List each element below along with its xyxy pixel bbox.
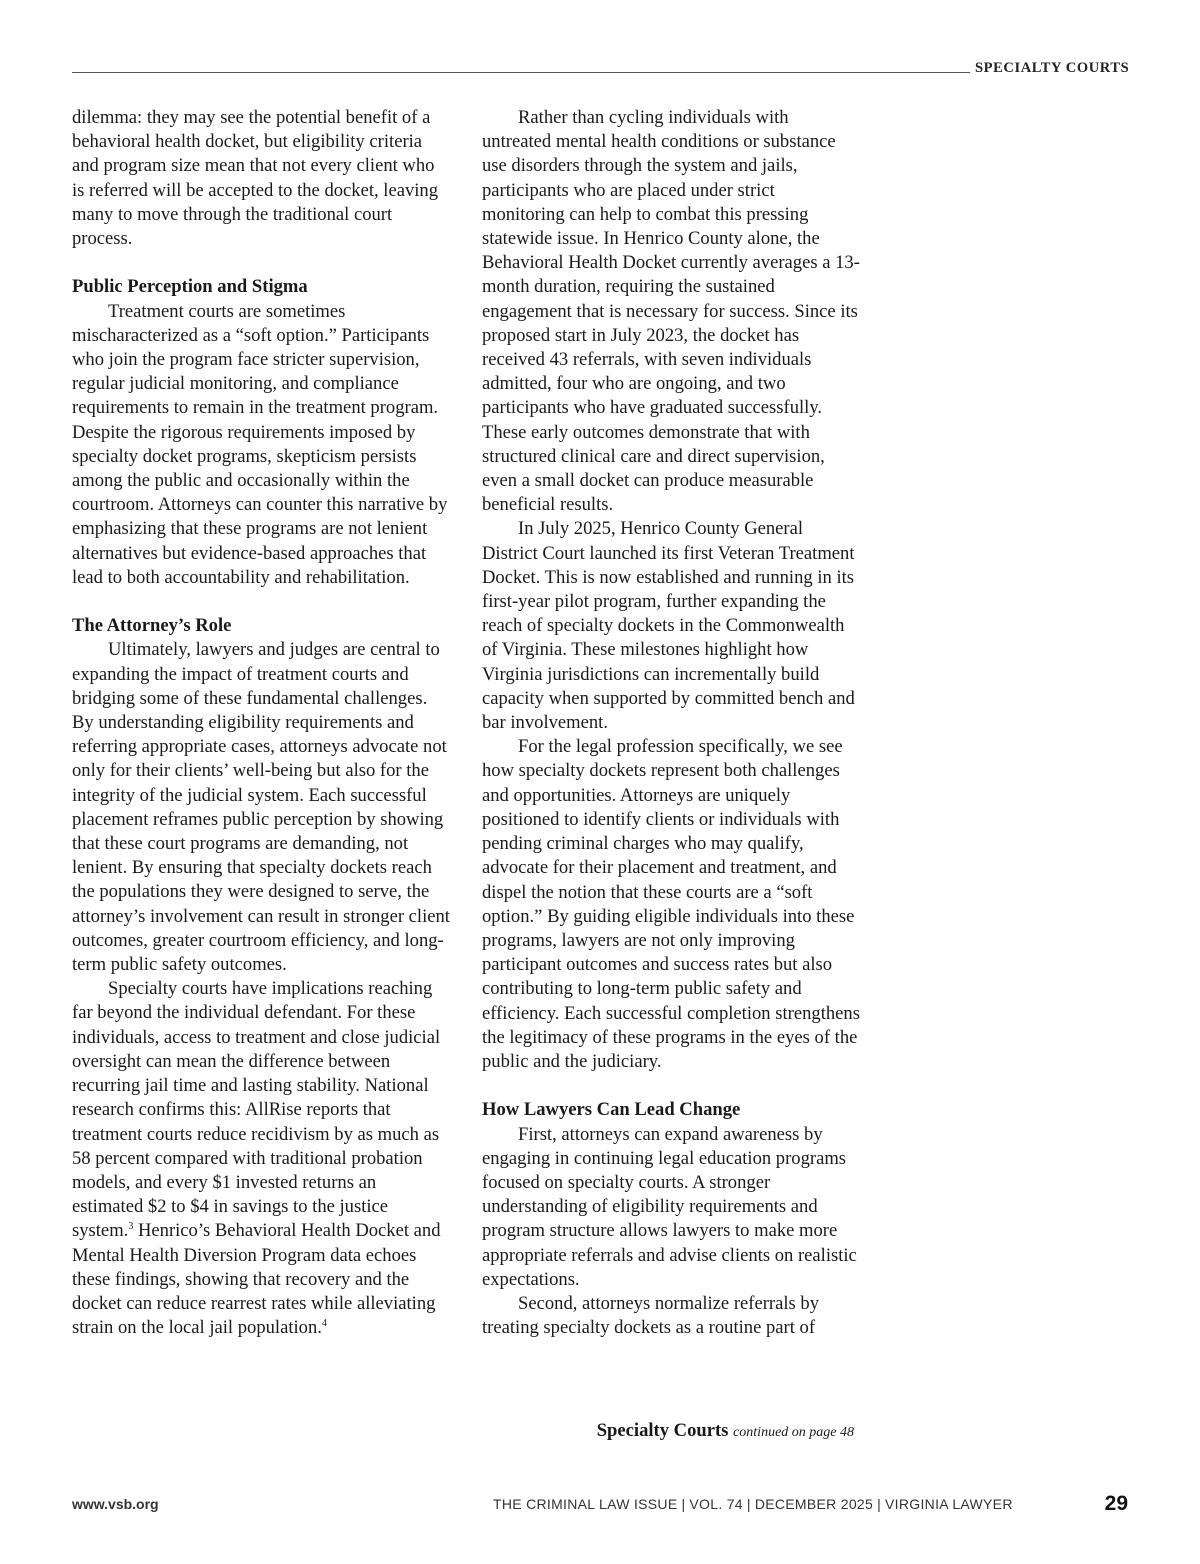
continued-title: Specialty Courts xyxy=(596,1420,729,1441)
paragraph: Rather than cycling individuals with untreated mental health conditions or substance use disorders through the system and jails, participants who are placed under strict monitoring can help to combat this pressing statewide issue. In Henrico County alone, the Behavioral Health Docket currently averages a 13-month duration, requiring the sustained engagement that is necessary for success. Since its proposed start in July 2023, the docket has received 43 referrals, with seven individuals admitted, four who are ongoing, and two participants who have graduated successfully. These early outcomes demonstrate that with structured clinical care and direct supervision, even a small docket can produce measurable beneficial results. xyxy=(482,107,860,516)
paragraph: First, attorneys can expand awareness by engaging in continuing legal education programs focused on specialty courts. A stronger understanding of eligibility requirements and program structure allows lawyers to make more appropriate referrals and advise clients on realistic expectations. xyxy=(482,1123,857,1290)
volume: VOL. 74 xyxy=(689,1496,743,1512)
issue-info xyxy=(493,1496,1013,1512)
paragraph xyxy=(72,977,450,1340)
separator: | xyxy=(746,1496,751,1512)
issue-date: DECEMBER 2025 xyxy=(754,1496,874,1512)
paragraph: Treatment courts are sometimes mischaracterized as a “soft option.” Participants who join the program face stricter supervision, regular judicial monitoring, and compliance requirements to remain in the treatment program. Despite the rigorous requirements imposed by specialty docket programs, skepticism persists among the public and occasionally within the courtroom. Attorneys can counter this narrative by emphasizing that these programs are not lenient alternatives but evidence-based approaches that lead to both accountability and rehabilitation. xyxy=(72,300,448,588)
separator: | xyxy=(681,1496,686,1512)
subheading-public-perception: Public Perception and Stigma xyxy=(72,276,308,298)
footnote-ref-3[interactable]: 3 xyxy=(128,1221,134,1233)
subheading-lawyers-lead-change: How Lawyers Can Lead Change xyxy=(482,1099,741,1121)
separator: | xyxy=(877,1496,882,1512)
paragraph-text: Specialty courts have implications reaching far beyond the individual defendant. For these individuals, access to treatment and close judicial oversight can mean the difference between recurring jail time and lasting stability. National research confirms this: AllRise reports that treatment courts reduce recidivism by as much as 58 percent compared with traditional probation models, and every $1 invested returns an estimated $2 to $4 in savings to the justice system. xyxy=(72,978,441,1242)
paragraph: dilemma: they may see the potential benefit of a behavioral health docket, but eligibility criteria and program size mean that not every client who is referred will be accepted to the docket, leaving many to move through the traditional court process. xyxy=(72,107,439,250)
continued-page-note: continued on page 48 xyxy=(733,1425,854,1440)
left-column xyxy=(72,106,450,1340)
right-column xyxy=(482,106,860,1340)
magazine-name: VIRGINIA LAWYER xyxy=(885,1496,1013,1512)
continued-notice[interactable] xyxy=(482,1420,854,1442)
paragraph: In July 2025, Henrico County General District Court launched its first Veteran Treatment Docket. This is now established and running in its first-year pilot program, further expanding the reach of specialty dockets in the Commonwealth of Virginia. These milestones highlight how Virginia jurisdictions can incrementally build capacity when supported by committed bench and bar involvement. xyxy=(482,518,855,734)
paragraph: Second, attorneys normalize referrals by treating specialty dockets as a routine part of xyxy=(482,1292,819,1339)
paragraph: Ultimately, lawyers and judges are central to expanding the impact of treatment courts and bridging some of these fundamental challenges. By understanding eligibility requirements and referring appropriate cases, attorneys advocate not only for their clients’ well-being but also for the integrity of the judicial system. Each successful placement reframes public perception by showing that these court programs are demanding, not lenient. By ensuring that specialty dockets reach the populations they were designed to serve, the attorney’s involvement can result in stronger client outcomes, greater courtroom efficiency, and long-term public safety outcomes. xyxy=(72,639,450,976)
website-link[interactable]: www.vsb.org xyxy=(72,1496,159,1512)
section-label: SPECIALTY COURTS xyxy=(975,60,1130,76)
header-rule xyxy=(72,72,970,73)
subheading-attorney-role: The Attorney’s Role xyxy=(72,615,232,637)
paragraph: For the legal profession specifically, we see how specialty dockets represent both challenges and opportunities. Attorneys are uniquely positioned to identify clients or individuals with pending criminal charges who may qualify, advocate for their placement and treatment, and dispel the notion that these courts are a “soft option.” By guiding eligible individuals into these programs, lawyers are not only improving participant outcomes and success rates but also contributing to long-term public safety and efficiency. Each successful completion strengthens the legitimacy of these programs in the eyes of the public and the judiciary. xyxy=(482,736,860,1072)
page-number: 29 xyxy=(1104,1492,1128,1515)
footnote-ref-4[interactable]: 4 xyxy=(321,1318,327,1330)
page-footer xyxy=(72,1494,1128,1518)
paragraph-text: Henrico’s Behavioral Health Docket and Mental Health Diversion Program data echoes these findings, showing that recovery and the docket can reduce rearrest rates while alleviating strain on the local jail population. xyxy=(72,1220,441,1339)
issue-title: THE CRIMINAL LAW ISSUE xyxy=(493,1496,678,1512)
